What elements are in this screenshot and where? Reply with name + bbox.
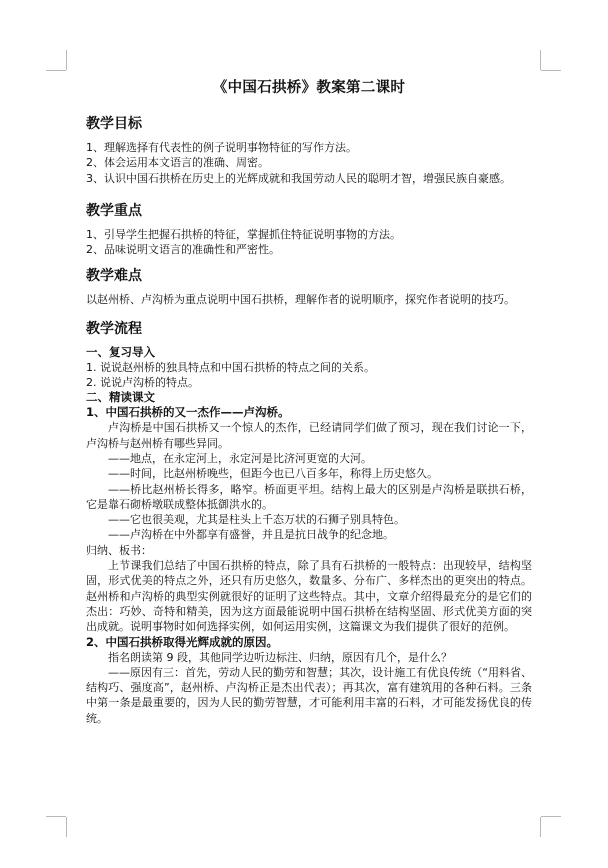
review-heading: 一、复习导入 <box>86 344 155 359</box>
part2-heading: 2、中国石拱桥取得光辉成就的原因。 <box>86 634 278 649</box>
section-process <box>86 318 532 726</box>
part1-heading: 1、中国石拱桥的又一杰作——卢沟桥。 <box>86 405 290 420</box>
process-heading: 教学流程 <box>86 320 142 337</box>
goal-item: 2、体会运用本文语言的准确、周密。 <box>86 156 269 170</box>
key-point-item: 2、品味说明文语言的准确性和严密性。 <box>86 243 280 257</box>
crop-mark-bottom-right-v <box>540 817 541 837</box>
crop-mark-bottom-left-h <box>46 816 66 817</box>
review-item: 1. 说说赵州桥的独具特点和中国石拱桥的特点之间的关系。 <box>86 360 375 374</box>
review-item: 2. 说说卢沟桥的特点。 <box>86 376 199 390</box>
part1-point: ——它也很美观，尤其是柱头上千态万状的石狮子别具特色。 <box>108 513 405 527</box>
part1-point: ——地点，在永定河上，永定河是比济河更宽的大河。 <box>108 451 372 465</box>
summary-label: 归纳、板书： <box>86 543 152 557</box>
part1-point: ——时间，比赵州桥晚些，但距今也已八百多年，称得上历史悠久。 <box>108 467 438 481</box>
summary-text: 上节课我们总结了中国石拱桥的特点，除了具有石拱桥的一般特点：出现较早，结构坚固，形式优美的特点之外，还只有历史悠久，数量多、分布广、多样杰出的更突出的特点。赵州桥和卢沟桥的典型实例就很好的证明了这些特点。其中，文章介绍得最充分的是它们的杰出：巧妙、奇特和精美，因为这方面最能说明中国石拱桥在结构坚固、形式优美方面的突出成就。说明事物时如何选择实例，如何运用实例，这篇课文为我们提供了很好的范例。 <box>86 559 532 634</box>
crop-mark-top-left-v <box>66 50 67 70</box>
crop-mark-top-right-v <box>540 50 541 70</box>
section-goals <box>86 113 532 186</box>
crop-mark-bottom-right-h <box>541 816 561 817</box>
section-key-points <box>86 200 532 258</box>
part1-point: ——桥比赵州桥长得多，略窄。桥面更平坦。结构上最大的区别是卢沟桥是联拱石桥，它是靠石砌桥墩联成整体抵御洪水的。 <box>86 482 532 511</box>
difficulties-heading: 教学难点 <box>86 268 142 285</box>
reading-heading: 二、精读课文 <box>86 390 155 405</box>
document-title: 《中国石拱桥》教案第二课时 <box>212 80 406 96</box>
part2-answer: ——原因有三：首先，劳动人民的勤劳和智慧；其次，设计施工有优良传统（“用料省、结构巧、强度高”，赵州桥、卢沟桥正是杰出代表）；再其次，富有建筑用的各种石料。三条中第一条是最重要的，因为人民的勤劳智慧，才可能利用丰富的石料，才可能发扬优良的传统。 <box>86 665 532 725</box>
key-points-heading: 教学重点 <box>86 202 142 219</box>
part1-intro: 卢沟桥是中国石拱桥又一个惊人的杰作，已经请同学们做了预习，现在我们讨论一下，卢沟桥与赵州桥有哪些异同。 <box>86 421 532 450</box>
goals-heading: 教学目标 <box>86 116 142 132</box>
document-page <box>86 72 532 726</box>
crop-mark-top-right-h <box>541 70 561 71</box>
key-point-item: 1、引导学生把握石拱桥的特征，掌握抓住特征说明事物的方法。 <box>86 227 401 241</box>
goal-item: 1、理解选择有代表性的例子说明事物特征的写作方法。 <box>86 141 357 154</box>
difficulties-text: 以赵州桥、卢沟桥为重点说明中国石拱桥，理解作者的说明顺序，探究作者说明的技巧。 <box>86 293 515 307</box>
part2-intro: 指名朗读第 9 段，其他同学边听边标注、归纳，原因有几个，是什么？ <box>108 650 452 664</box>
part1-point: ——卢沟桥在中外都享有盛誉，并且是抗日战争的纪念地。 <box>108 528 394 542</box>
section-difficulties <box>86 265 532 307</box>
crop-mark-bottom-left-v <box>66 817 67 837</box>
goal-item: 3、认识中国石拱桥在历史上的光辉成就和我国劳动人民的聪明才智，增强民族自豪感。 <box>86 171 511 185</box>
crop-mark-top-left-h <box>46 70 66 71</box>
